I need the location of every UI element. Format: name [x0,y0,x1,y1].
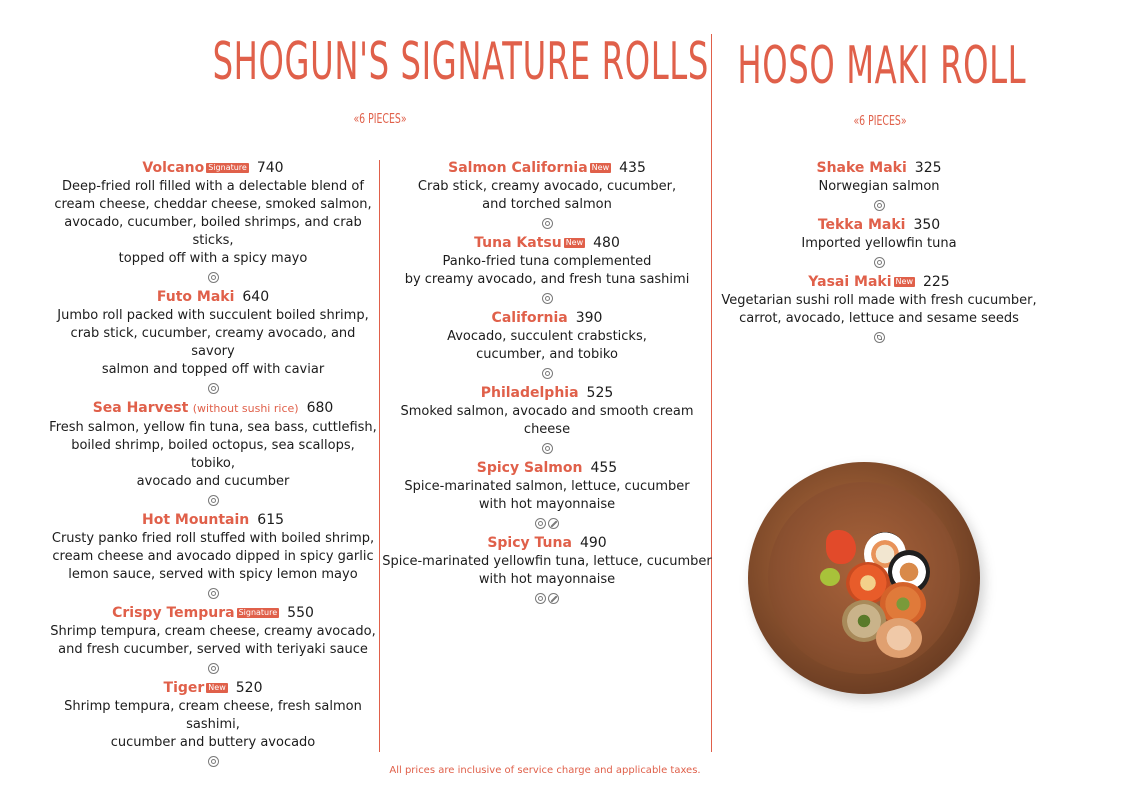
dietary-icons [714,253,1044,271]
dietary-icons [48,491,378,509]
dietary-icons [382,214,712,232]
hoso-maki-title: HOSO MAKI ROLL [737,36,1027,96]
menu-item [48,398,378,509]
dietary-icons [382,439,712,457]
sushi-icon [208,495,219,506]
menu-item-description: crab stick, cucumber, creamy avocado, and savory [70,326,356,359]
menu-item-header [714,158,1044,178]
menu-item-price: 480 [593,235,620,251]
menu-column-1 [48,158,378,771]
dietary-icons [382,589,712,607]
signature-rolls-title: SHOGUN'S SIGNATURE ROLLS [212,32,709,92]
menu-item-price: 615 [257,512,285,528]
dietary-icons [48,379,378,397]
menu-item-price: 390 [575,310,603,326]
menu-item [48,603,378,677]
sushi-icon [542,368,553,379]
menu-item-description: avocado, cucumber, boiled shrimps, and crab sticks, [64,215,362,248]
menu-item-badge: Signature [208,163,247,172]
sushi-icon [208,272,219,283]
menu-item-header [48,398,378,419]
menu-item-header [48,158,378,178]
pickled-ginger [826,530,856,564]
menu-item-header [48,510,378,530]
menu-item-name: California [491,310,568,326]
menu-item-header [382,308,712,328]
menu-item-description: Norwegian salmon [818,179,940,194]
menu-item-header [382,383,712,403]
menu-item-name: Tuna Katsu [474,235,562,251]
menu-item-description: topped off with a spicy mayo [118,251,308,266]
menu-item [48,510,378,602]
menu-item-name: Salmon California [448,160,588,176]
menu-item [714,215,1044,271]
menu-item-description: avocado and cucumber [136,474,290,489]
sushi-icon [542,293,553,304]
sushi-icon [542,218,553,229]
menu-item-badge: Signature [238,608,278,617]
menu-item-description: Deep-fried roll filled with a delectable blend of [62,179,364,194]
menu-item-note: (without sushi rice) [192,402,299,415]
sushi-icon [535,593,546,604]
menu-item-description: cucumber and buttery avocado [110,735,316,750]
menu-item-name: Shake Maki [816,160,907,176]
menu-column-3 [714,158,1044,347]
menu-item [382,533,712,607]
menu-item-description: Fresh salmon, yellow fin tuna, sea bass, cuttlefish, [49,420,377,435]
dietary-icons [48,659,378,677]
plate-inner [768,482,960,674]
menu-item-price: 225 [922,274,950,290]
menu-item-header [714,272,1044,292]
menu-column-2 [382,158,712,608]
dietary-icons [714,196,1044,214]
menu-item-price: 455 [590,460,618,476]
dietary-icons [382,289,712,307]
menu-item-name: Crispy Tempura [112,605,235,621]
menu-item [48,158,378,286]
sushi-icon [208,756,219,767]
menu-item [382,458,712,532]
menu-item-description: Shrimp tempura, cream cheese, fresh salmon sashimi, [64,699,362,732]
menu-item-description: with hot mayonnaise [478,497,616,512]
menu-item-description: by creamy avocado, and fresh tuna sashimi [404,272,690,287]
spicy-icon [548,593,559,604]
menu-item-description: Avocado, succulent crabsticks, [447,329,647,344]
menu-item-price: 490 [579,535,607,551]
menu-item-name: Tiger [163,680,205,696]
wasabi [820,568,840,586]
signature-rolls-pieces: «6 PIECES» [353,112,407,127]
sushi-icon [535,518,546,529]
price-disclaimer: All prices are inclusive of service charge and applicable taxes. [389,765,701,776]
menu-item-description: Spice-marinated salmon, lettuce, cucumber [404,479,690,494]
menu-item-description: Panko-fried tuna complemented [442,254,652,269]
menu-item-price: 520 [235,680,263,696]
sushi-icon [208,383,219,394]
menu-item-description: Vegetarian sushi roll made with fresh cucumber, [721,293,1037,308]
menu-item-price: 435 [619,160,646,176]
menu-item-description: Crab stick, creamy avocado, cucumber, [417,179,677,194]
sushi-icon [874,200,885,211]
menu-item-price: 740 [256,160,284,176]
menu-item-description: Shrimp tempura, cream cheese, creamy avocado, [50,624,376,639]
spicy-icon [548,518,559,529]
menu-item [382,308,712,382]
column-divider [379,160,380,752]
menu-item-price: 680 [306,400,334,416]
dietary-icons [48,268,378,286]
dietary-icons [714,328,1044,346]
menu-item [382,233,712,307]
menu-item-header [382,458,712,478]
menu-item-price: 640 [242,289,270,305]
menu-item-description: Smoked salmon, avocado and smooth cream cheese [400,404,694,437]
menu-item-name: Tekka Maki [817,217,906,233]
menu-item-badge: New [895,277,913,286]
menu-item-price: 325 [914,160,942,176]
menu-item-badge: New [591,163,610,172]
menu-item-header [382,158,712,178]
menu-item-price: 525 [586,385,614,401]
dietary-icons [382,514,712,532]
menu-item-name: Spicy Salmon [476,460,583,476]
menu-item-name: Futo Maki [156,289,235,305]
menu-item-description: Jumbo roll packed with succulent boiled shrimp, [57,308,369,323]
menu-item-header [48,678,378,698]
dietary-icons [48,584,378,602]
menu-item-header [382,233,712,253]
menu-item-description: and fresh cucumber, served with teriyaki sauce [58,642,368,657]
menu-item-name: Hot Mountain [141,512,250,528]
menu-item-price: 550 [287,605,314,621]
sushi-icon [874,257,885,268]
sushi-roll [876,618,922,658]
sushi-icon [208,663,219,674]
menu-item-description: and torched salmon [482,197,612,212]
menu-item-description: carrot, avocado, lettuce and sesame seeds [739,311,1019,326]
menu-item-name: Philadelphia [480,385,579,401]
menu-item-badge: New [565,238,584,247]
menu-item-description: cream cheese and avocado dipped in spicy garlic [52,549,374,564]
menu-item-name: Volcano [142,160,205,176]
menu-item-description: cucumber, and tobiko [476,347,618,362]
menu-item [48,287,378,397]
menu-item-description: with hot mayonnaise [478,572,616,587]
sushi-plate-photo [748,462,980,694]
menu-item-price: 350 [913,217,941,233]
menu-item [714,158,1044,214]
menu-item-description: Imported yellowfin tuna [801,236,957,251]
menu-item-description: cream cheese, cheddar cheese, smoked salmon, [54,197,372,212]
menu-item [382,158,712,232]
menu-item-header [48,603,378,623]
menu-item [714,272,1044,346]
menu-item-header [48,287,378,307]
menu-item-badge: New [208,683,226,692]
sushi-icon [208,588,219,599]
dietary-icons [382,364,712,382]
menu-item-name: Spicy Tuna [487,535,572,551]
menu-item-description: Crusty panko fried roll stuffed with boiled shrimp, [51,531,375,546]
menu-item [48,678,378,770]
menu-item [382,383,712,457]
menu-item-description: boiled shrimp, boiled octopus, sea scallops, tobiko, [71,438,355,471]
vegetarian-icon [874,332,885,343]
menu-item-name: Yasai Maki [808,274,892,290]
menu-item-description: lemon sauce, served with spicy lemon mayo [68,567,358,582]
hoso-maki-pieces: «6 PIECES» [853,114,907,129]
sushi-icon [542,443,553,454]
menu-item-name: Sea Harvest [92,400,189,416]
menu-item-header [714,215,1044,235]
menu-item-description: salmon and topped off with caviar [101,362,325,377]
menu-item-description: Spice-marinated yellowfin tuna, lettuce, cucumber [382,554,712,569]
menu-item-header [382,533,712,553]
